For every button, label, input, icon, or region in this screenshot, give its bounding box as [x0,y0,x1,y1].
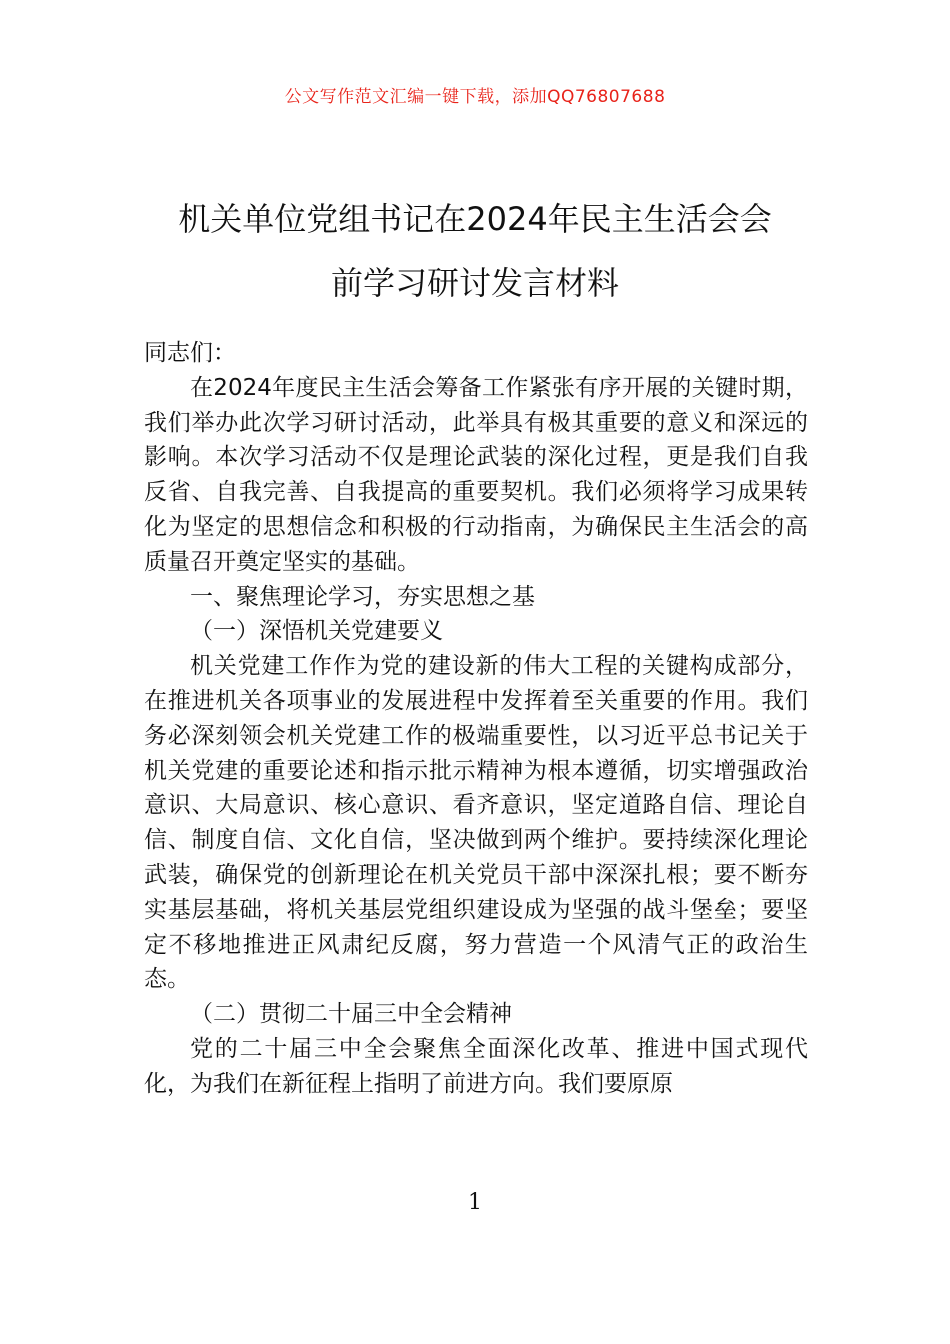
intro-paragraph: 在2024年度民主生活会筹备工作紧张有序开展的关键时期，我们举办此次学习研讨活动，此举具有极其重要的意义和深远的影响。本次学习活动不仅是理论武装的深化过程，更是我们自我反省、自我完善、自我提高的重要契机。我们必须将学习成果转化为坚定的思想信念和积极的行动指南，为确保民主生活会的高质量召开奠定坚实的基础。 [144,374,808,575]
document-title [120,187,830,315]
document-title-line-2: 前学习研讨发言材料 [330,264,619,303]
subsection-heading-2: （二）贯彻二十届三中全会精神 [190,1001,512,1028]
header-watermark-note: 公文写作范文汇编一键下载，添加QQ76807688 [284,87,666,107]
section-heading-1: 一、聚焦理论学习，夯实思想之基 [190,583,535,610]
subsection-2-paragraph: 党的二十届三中全会聚焦全面深化改革、推进中国式现代化，为我们在新征程上指明了前进方向。我们要原原 [144,1035,808,1097]
page-number: 1 [468,1190,482,1215]
document-title-line-1: 机关单位党组书记在2024年民主生活会会 [178,200,772,239]
subsection-1-paragraph: 机关党建工作作为党的建设新的伟大工程的关键构成部分，在推进机关各项事业的发展进程中发挥着至关重要的作用。我们务必深刻领会机关党建工作的极端重要性，以习近平总书记关于机关党建的重要论述和指示批示精神为根本遵循，切实增强政治意识、大局意识、核心意识、看齐意识，坚定道路自信、理论自信、制度自信、文化自信，坚决做到两个维护。要持续深化理论武装，确保党的创新理论在机关党员干部中深深扎根；要不断夯实基层基础，将机关基层党组织建设成为坚强的战斗堡垒；要坚定不移地推进正风肃纪反腐，努力营造一个风清气正的政治生态。 [144,653,808,993]
subsection-heading-1: （一）深悟机关党建要义 [190,618,443,645]
salutation: 同志们： [144,340,236,366]
document-body [144,336,808,1102]
